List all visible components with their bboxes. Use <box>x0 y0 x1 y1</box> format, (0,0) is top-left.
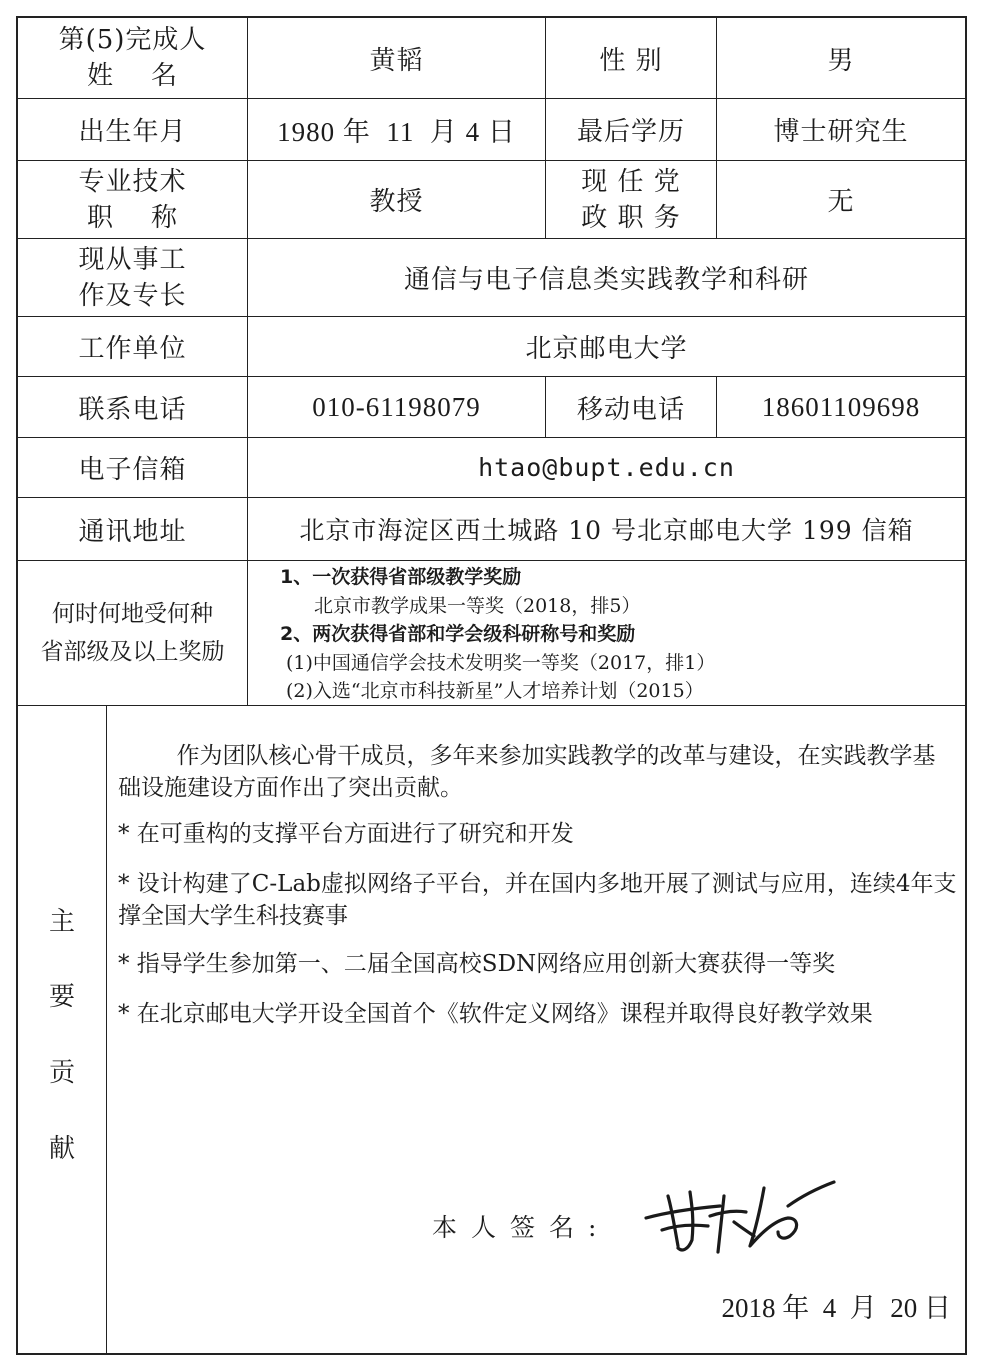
work-label-line1: 现从事工 <box>78 244 187 275</box>
work-label-line2: 作及专长 <box>78 280 187 311</box>
contribution-intro: 作为团队核心骨干成员，多年来参加实践教学的改革与建设，在实践教学基础设施建设方面作出了突出贡献。 <box>118 743 936 801</box>
email-label: 电子信箱 <box>78 455 187 485</box>
signature-date: 2018 年 4 月 20 日 <box>721 1293 951 1323</box>
row-address <box>18 498 965 561</box>
row-phone <box>18 377 965 438</box>
address-value: 北京市海淀区西土城路 10 号北京邮电大学 199 信箱 <box>247 498 965 560</box>
contribution-item: * 设计构建了C-Lab虚拟网络子平台，并在国内多地开展了测试与应用，连续4年支撑全国大学生科技赛事 <box>118 871 957 929</box>
nomination-form <box>16 16 967 1355</box>
awards-label-line1: 何时何地受何种 <box>52 601 213 627</box>
phone-value: 010-61198079 <box>247 377 545 437</box>
gender-value: 男 <box>716 18 965 98</box>
awards-list <box>280 563 715 706</box>
title-value: 教授 <box>247 161 545 238</box>
contribution-section <box>18 706 965 1353</box>
address-label: 通讯地址 <box>78 516 187 547</box>
row-name <box>18 18 965 99</box>
mobile-value: 18601109698 <box>716 377 965 437</box>
education-label: 最后学历 <box>545 99 716 160</box>
awards-heading-1: 1、一次获得省部级教学奖励 <box>280 566 522 588</box>
contribution-label-char: 主 <box>48 907 75 937</box>
name-label <box>18 18 247 98</box>
contribution-label-char: 贡 <box>48 1058 75 1088</box>
birth-label: 出生年月 <box>78 117 187 147</box>
name-label-line1: 第(5)完成人 <box>58 25 207 55</box>
unit-label: 工作单位 <box>78 334 187 364</box>
awards-item-3: (2)入选“北京市科技新星”人才培养计划（2015） <box>286 680 704 702</box>
gender-label: 性 别 <box>545 18 716 98</box>
email-value: htao@bupt.edu.cn <box>247 438 965 497</box>
education-value: 博士研究生 <box>716 99 965 160</box>
name-value: 黄韬 <box>247 18 545 98</box>
party-position-label-line2: 政 职 务 <box>581 202 681 233</box>
phone-label: 联系电话 <box>78 394 187 425</box>
row-email <box>18 438 965 498</box>
contribution-item: * 在可重构的支撑平台方面进行了研究和开发 <box>118 821 574 847</box>
contribution-item: * 在北京邮电大学开设全国首个《软件定义网络》课程并取得良好教学效果 <box>118 1001 873 1027</box>
title-label <box>18 161 247 238</box>
row-title <box>18 161 965 239</box>
name-label-line2: 姓 名 <box>86 61 179 91</box>
contribution-item: * 指导学生参加第一、二届全国高校SDN网络应用创新大赛获得一等奖 <box>118 951 836 977</box>
work-value: 通信与电子信息类实践教学和科研 <box>247 239 965 316</box>
title-label-line1: 专业技术 <box>78 166 187 197</box>
awards-label-line2: 省部级及以上奖励 <box>40 639 225 665</box>
handwritten-signature <box>638 1166 838 1266</box>
contribution-label-char: 要 <box>48 982 75 1012</box>
mobile-label: 移动电话 <box>545 377 716 437</box>
signature-label: 本人签名: <box>432 1213 611 1242</box>
row-awards <box>18 561 965 706</box>
contribution-label <box>18 706 107 1353</box>
title-label-line2: 职 称 <box>86 202 179 233</box>
birth-value: 1980 年 11 月 4 日 <box>247 99 545 160</box>
work-label <box>18 239 247 316</box>
row-work <box>18 239 965 317</box>
party-position-label <box>545 161 716 238</box>
awards-label <box>18 561 247 705</box>
awards-heading-2: 2、两次获得省部和学会级科研称号和奖励 <box>280 623 636 645</box>
party-position-label-line1: 现 任 党 <box>581 166 681 197</box>
awards-item-2: (1)中国通信学会技术发明奖一等奖（2017，排1） <box>286 651 716 674</box>
row-unit <box>18 317 965 377</box>
party-position-value: 无 <box>716 161 965 238</box>
unit-value: 北京邮电大学 <box>247 317 965 376</box>
contribution-label-char: 献 <box>48 1134 75 1164</box>
awards-item-1: 北京市教学成果一等奖（2018，排5） <box>314 594 641 617</box>
row-birth <box>18 99 965 161</box>
